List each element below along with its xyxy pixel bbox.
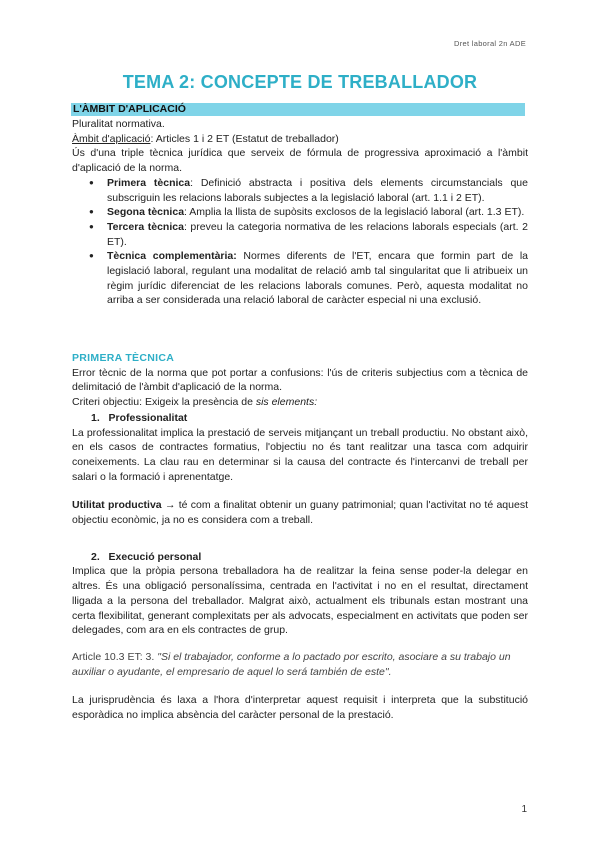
underlined-label: Àmbit d'aplicació [72,132,151,145]
item-title: Professionalitat [108,411,188,424]
paragraph: La jurisprudència és laxa a l'hora d'interpretar aquest requisit i interpreta que la substitució esporàdica no implica absència del caràcter personal de la prestació. [72,694,528,722]
text: Normes diferents de l'ET, encara que formin part de la legislació laboral, regulant una modalitat de relació amb tal singularitat que li atribueix un règim jurídic diferenciat de les relacions laborals comunes. Però, aquesta modalitat no arriba a ser considerada una relació laboral de caràcter especial ni una exclusió. [107,250,528,307]
paragraph [72,498,528,527]
paragraph: Ús d'una triple tècnica jurídica que serveix de fórmula de progressiva aproximació a l'àmbit d'aplicació de la norma. [72,147,528,175]
item-number: 1. [91,411,100,424]
term: Tercera tècnica [107,220,184,233]
running-header: Dret laboral 2n ADE [454,39,526,48]
paragraph: Implica que la pròpia persona treballadora ha de realitzar la feina sense poder-la delegar en altres. És una obligació personalíssima, centrada en l'activitat i no en el resultat, directament lligada a la persona del treballador. Malgrat això, actualment els tribunals estan mostrant una certa flexibilitat, generant complexitats per als advocats, especialment en activitats que poden ser delegades, com ara en els contractes de grup. [72,565,528,637]
text: : preveu la categoria normativa de les relacions laborals especials (art. 2 ET). [107,220,528,248]
italic-quote: "Si el trabajador, conforme a lo pactado por escrito, asociare a su trabajo un auxiliar o ayudante, el empresario de aquel lo será también de este". [72,650,511,678]
quote-paragraph [72,650,528,679]
page-title: TEMA 2: CONCEPTE DE TREBALLADOR [122,72,478,92]
text: : Definició abstracta i positiva dels elements circumstancials que subscriguin les relacions laborals subjectes a la legislació laboral (art. 1.1 i 2 ET). [107,176,528,204]
section-primera-tecnica [72,351,528,723]
item-number: 2. [91,550,100,563]
term: Tècnica complementària: [107,250,237,263]
section-heading-ambit [71,103,525,116]
text: : Articles 1 i 2 ET (Estatut de treballador) [150,132,339,145]
paragraph: Pluralitat normativa. [72,118,165,130]
term: Primera tècnica [107,176,191,189]
bullet-list [72,176,528,308]
text: → té com a finalitat obtenir un guany patrimonial; quan l'activitat no té aquest objectiu econòmic, ja no es considera com a treball. [72,499,528,527]
italic-text: sis elements: [255,396,318,409]
list-item [72,205,528,220]
section-heading: PRIMERA TÈCNICA [72,352,175,364]
numbered-heading [72,411,528,426]
section-ambit-body [72,117,528,308]
numbered-heading [72,550,528,565]
section-heading-text: L'ÀMBIT D'APLICACIÓ [73,103,186,115]
paragraph: Error tècnic de la norma que pot portar a confusions: l'ús de criteris subjectius com a tècnica de delimitació de l'àmbit d'aplicació de la norma. [72,366,528,394]
term: Segona tècnica [107,206,185,219]
text: Criteri objectiu: Exigeix la presència de [72,396,256,409]
text: Article 10.3 ET: 3. [72,650,158,663]
list-item [72,249,528,308]
text: : Amplia la llista de supòsits exclosos de la legislació laboral (art. 1.3 ET). [184,206,525,219]
page-number: 1 [521,804,527,815]
item-title: Execució personal [108,550,202,563]
paragraph: La professionalitat implica la prestació de serveis mitjançant un treball productiu. No obstant això, en els casos de contractes formatius, l'objectiu no és tant realitzar una tasca com adquirir coneixements. La clau rau en determinar si la causa del contracte és l'intercanvi de treball per salari o la formació i aprenentatge. [72,426,528,483]
term: Utilitat productiva [72,499,162,512]
paragraph [72,132,528,147]
paragraph [72,395,528,410]
list-item [72,220,528,249]
list-item [72,176,528,205]
